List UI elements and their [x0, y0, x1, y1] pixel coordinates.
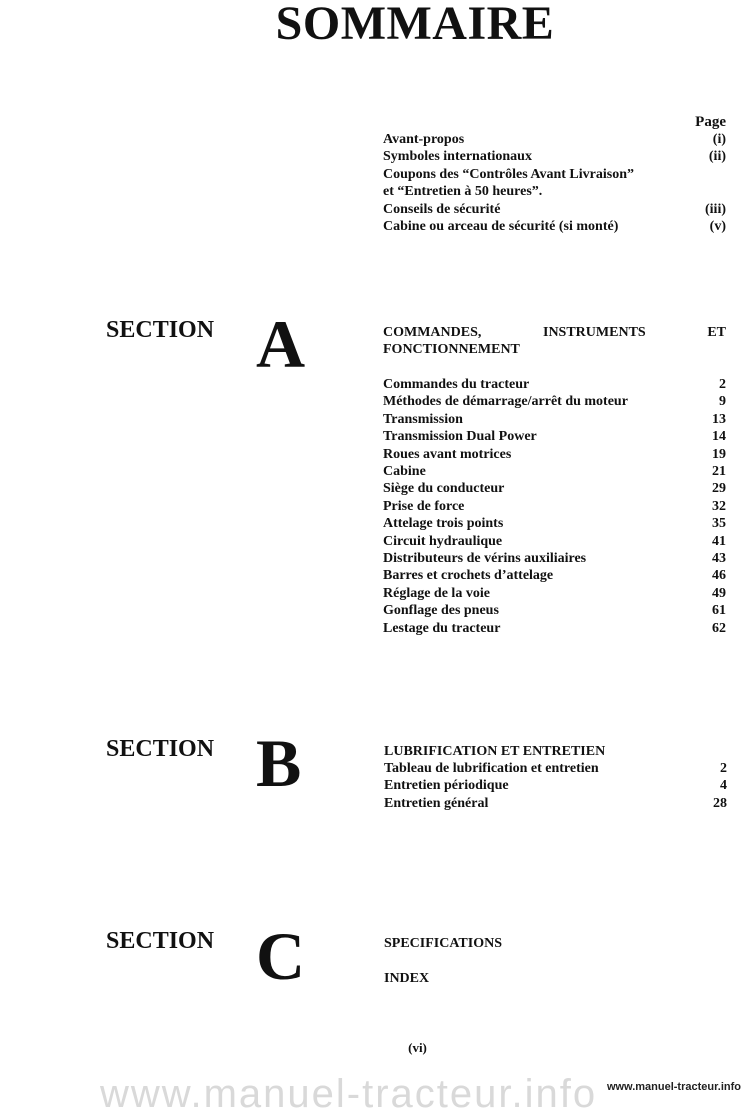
section-a-entry-label: Roues avant motrices [383, 446, 512, 462]
front-matter-entry [383, 183, 726, 200]
section-b-entry-label: Tableau de lubrification et entretien [384, 761, 599, 776]
section-a-entry [383, 620, 726, 637]
section-c-toc [384, 935, 727, 987]
section-a-entry-label: Distributeurs de vérins auxiliaires [383, 551, 587, 567]
section-a-entry-page: 29 [712, 481, 726, 497]
section-a-heading-word: INSTRUMENTS [543, 325, 646, 340]
section-a-entry-label: Lestage du tracteur [383, 620, 501, 636]
page-title: SOMMAIRE [275, 0, 555, 50]
section-c-letter: C [256, 918, 306, 994]
section-b-entry-label: Entretien périodique [384, 778, 509, 794]
front-matter-entry-page: (i) [712, 132, 726, 147]
section-b-entry [384, 777, 727, 794]
front-matter-entry-label: Conseils de sécurité [383, 201, 501, 217]
section-a-entry-label: Transmission [383, 411, 463, 427]
section-a-entry-label: Commandes du tracteur [383, 377, 530, 392]
front-matter-entry-page: (v) [709, 219, 726, 235]
section-a-entry-page: 14 [712, 429, 726, 445]
section-a-entry [383, 480, 726, 497]
front-matter-entry-label: et “Entretien à 50 heures”. [383, 184, 543, 200]
section-a-entry-page: 46 [712, 568, 726, 584]
section-a-entry-page: 41 [712, 533, 726, 549]
section-b-entry-page: 2 [720, 761, 727, 776]
section-a-entry-label: Siège du conducteur [383, 481, 505, 497]
section-a-entry [383, 550, 726, 567]
section-a-entry [383, 393, 726, 410]
section-a-entry-label: Cabine [383, 464, 426, 480]
front-matter-entry [383, 218, 726, 235]
watermark: www.manuel-tracteur.info [100, 1072, 598, 1116]
section-b-heading: LUBRIFICATION ET ENTRETIEN [384, 744, 606, 759]
section-a-entry [383, 428, 726, 445]
section-a-label: SECTION [106, 317, 215, 343]
front-matter-entry [383, 148, 726, 165]
front-matter-entry-page: (iii) [705, 201, 726, 217]
section-a-entry [383, 498, 726, 515]
section-a-entry-label: Barres et crochets d’attelage [383, 568, 554, 584]
section-a-entry-label: Gonflage des pneus [383, 603, 499, 619]
page-number: (vi) [408, 1040, 427, 1055]
section-a-entry-label: Prise de force [383, 498, 465, 514]
section-a-entry-page: 19 [712, 446, 726, 462]
section-a-entry [383, 463, 726, 480]
section-b-entry [384, 760, 727, 777]
front-matter-entry-label: Cabine ou arceau de sécurité (si monté) [383, 219, 619, 235]
section-a-entry-label: Attelage trois points [383, 516, 504, 532]
section-a-entry-page: 49 [712, 585, 726, 601]
section-a-entry-label: Transmission Dual Power [383, 429, 537, 445]
section-b-entry-page: 28 [713, 795, 727, 811]
section-b-entry-page: 4 [720, 778, 727, 794]
section-a-entry [383, 515, 726, 532]
section-a-entry-label: Réglage de la voie [383, 585, 490, 601]
section-c-heading: SPECIFICATIONS [384, 936, 502, 951]
section-a-heading-line2: FONCTIONNEMENT [383, 342, 520, 357]
section-b-toc [384, 743, 727, 812]
page-column-header: Page [695, 114, 726, 130]
section-a-entry [383, 533, 726, 550]
section-a-entry [383, 411, 726, 428]
front-matter-entry-label: Coupons des “Contrôles Avant Livraison” [383, 166, 635, 182]
section-a-heading-word: ET [707, 325, 726, 340]
section-a-entry [383, 567, 726, 584]
front-matter-entry-label: Avant-propos [383, 132, 465, 147]
section-a-entry [383, 585, 726, 602]
section-a-entry [383, 602, 726, 619]
section-a-entry-page: 35 [712, 516, 726, 532]
section-a-heading-line1 [383, 324, 726, 341]
front-matter-entry-label: Symboles internationaux [383, 149, 532, 165]
section-a-heading-word: COMMANDES, [383, 325, 482, 340]
section-a-entry [383, 376, 726, 393]
front-matter-entry [383, 201, 726, 218]
section-a-letter: A [256, 306, 306, 382]
section-b-letter: B [256, 725, 302, 801]
section-a-entry-page: 13 [712, 411, 726, 427]
section-a-entry-label: Circuit hydraulique [383, 533, 503, 549]
front-matter-entry [383, 131, 726, 148]
section-a-entry-page: 61 [712, 603, 726, 619]
section-a-entry-page: 9 [719, 394, 726, 410]
section-b-entry [384, 795, 727, 812]
section-b-label: SECTION [106, 736, 215, 762]
section-b-entry-label: Entretien général [384, 795, 489, 811]
section-a-entry-label: Méthodes de démarrage/arrêt du moteur [383, 394, 628, 410]
front-matter-entry [383, 166, 726, 183]
section-a-toc [383, 324, 726, 637]
section-a-entry-page: 62 [712, 620, 726, 636]
section-a-entry-page: 2 [719, 377, 726, 392]
section-a-entry-page: 32 [712, 498, 726, 514]
section-c-label: SECTION [106, 928, 215, 954]
front-matter-entry-page: (ii) [708, 149, 726, 165]
section-a-entry [383, 446, 726, 463]
site-url: www.manuel-tracteur.info [606, 1081, 741, 1093]
section-a-entry-page: 43 [712, 551, 726, 567]
index-heading: INDEX [384, 971, 430, 986]
section-a-entry-page: 21 [712, 464, 726, 480]
front-matter-toc [383, 113, 726, 235]
